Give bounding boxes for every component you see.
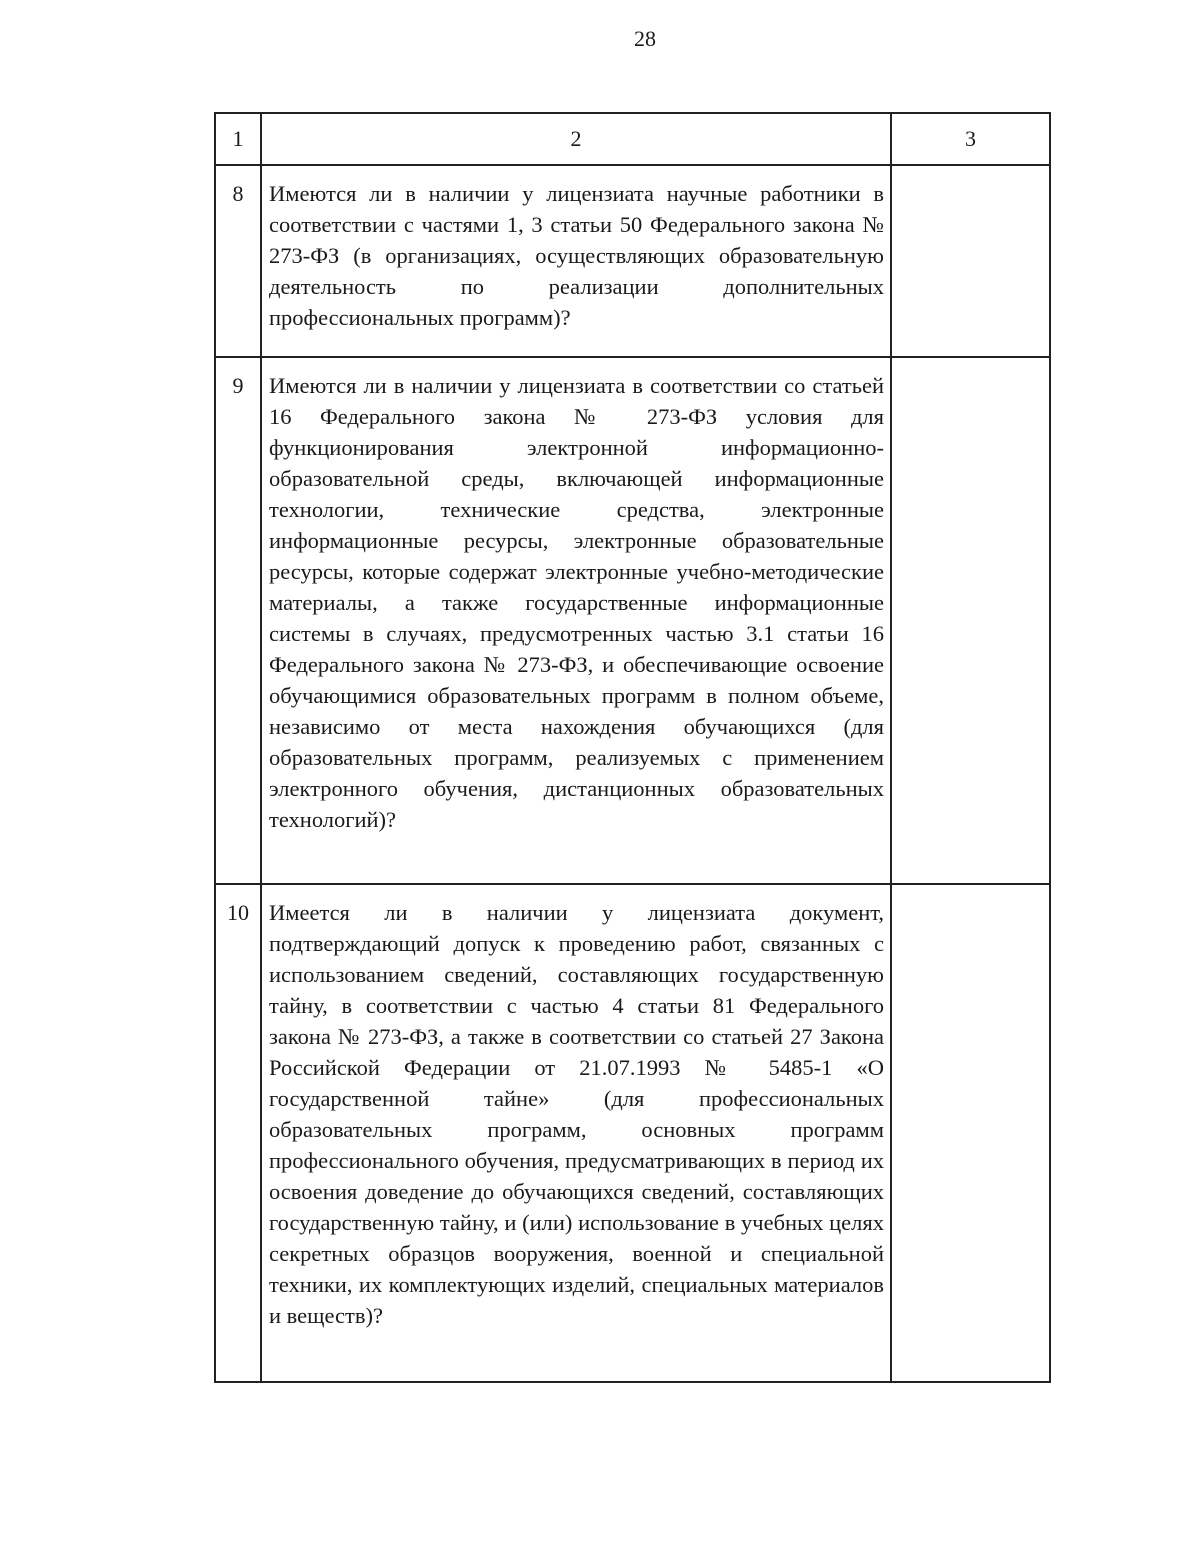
answer-cell [891,884,1050,1382]
answer-cell [891,357,1050,884]
checklist-table [214,112,1051,1383]
question-text: Имеются ли в наличии у лицензиата в соответствии со статьей 16 Федерального закона № 273-ФЗ условия для функционирования электронной информационно-образовательной среды, включающей информационные технологии, технические средства, электронные информационные ресурсы, электронные образовательные ресурсы, которые содержат электронные учебно-методические материалы, а также государственные информационные системы в случаях, предусмотренных частью 3.1 статьи 16 Федерального закона № 273-ФЗ, и обеспечивающие освоение обучающимися образовательных программ в полном объеме, независимо от места нахождения обучающихся (для образовательных программ, реализуемых с применением электронного обучения, дистанционных образовательных технологий)? [261,357,891,884]
table-row [215,884,1050,1382]
row-number: 9 [215,357,261,884]
column-header-question: 2 [261,113,891,165]
row-number: 10 [215,884,261,1382]
table-row [215,357,1050,884]
question-text: Имеется ли в наличии у лицензиата документ, подтверждающий допуск к проведению работ, связанных с использованием сведений, составляющих государственную тайну, в соответствии с частью 4 статьи 81 Федерального закона № 273-ФЗ, а также в соответствии со статьей 27 Закона Российской Федерации от 21.07.1993 № 5485-1 «О государственной тайне» (для профессиональных образовательных программ, основных программ профессионального обучения, предусматривающих в период их освоения доведение до обучающихся сведений, составляющих государственную тайну, и (или) использование в учебных целях секретных образцов вооружения, военной и специальной техники, их комплектующих изделий, специальных материалов и веществ)? [261,884,891,1382]
column-header-number: 1 [215,113,261,165]
column-header-answer: 3 [891,113,1050,165]
question-text: Имеются ли в наличии у лицензиата научные работники в соответствии с частями 1, 3 статьи 50 Федерального закона № 273-ФЗ (в организациях, осуществляющих образовательную деятельность по реализации дополнительных профессиональных программ)? [261,165,891,357]
table-header-row [215,113,1050,165]
answer-cell [891,165,1050,357]
row-number: 8 [215,165,261,357]
table-row [215,165,1050,357]
page-number: 28 [634,26,656,51]
